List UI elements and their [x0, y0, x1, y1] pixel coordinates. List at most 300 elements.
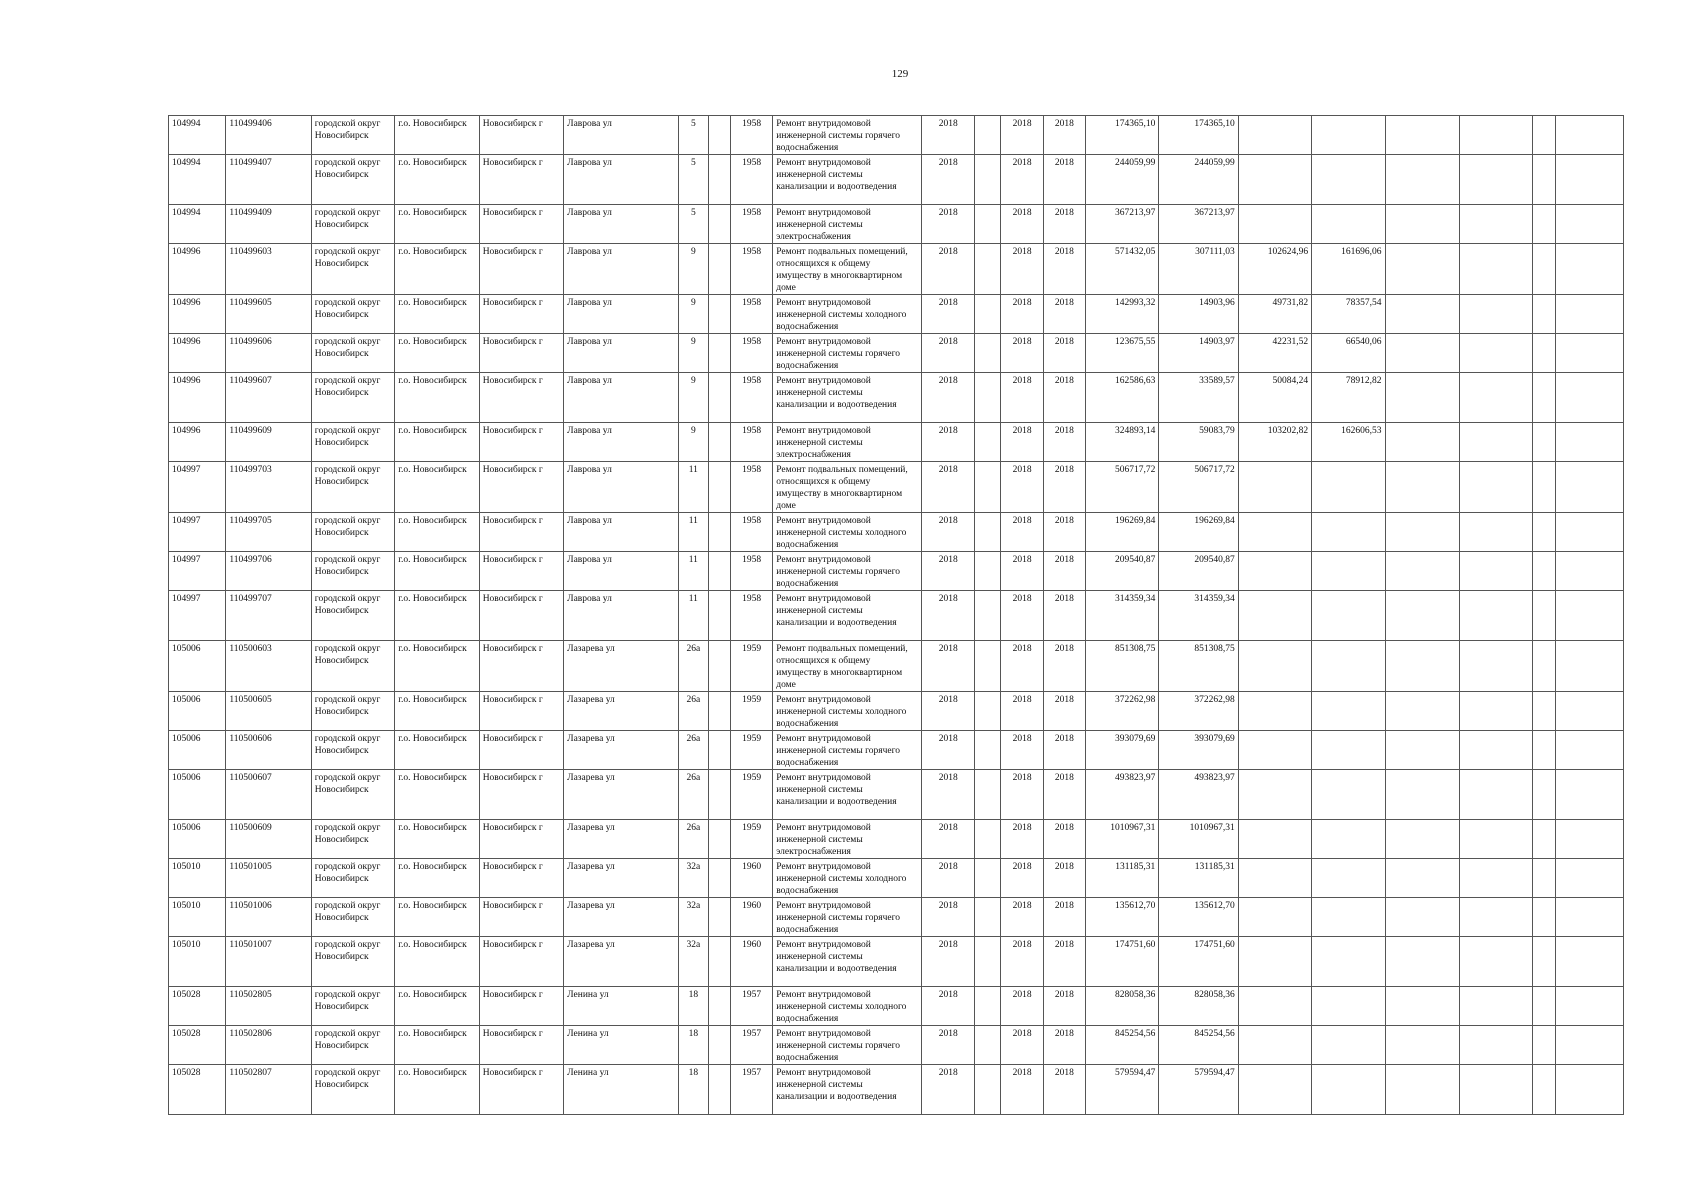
cell-work-code: 110500605 [226, 692, 311, 731]
cell-total-cost: 571432,05 [1085, 244, 1158, 295]
cell-empty [1556, 513, 1624, 552]
cell-start-year: 2018 [1001, 859, 1043, 898]
cell-city: Новосибирск г [479, 692, 563, 731]
cell-municipality: городской округ Новосибирск [311, 1026, 394, 1065]
cell-street: Лаврова ул [564, 373, 679, 423]
cell-empty [1556, 1026, 1624, 1065]
cell-work-code: 110499409 [226, 205, 311, 244]
table-row [169, 898, 1624, 937]
cell-total-cost: 828058,36 [1085, 987, 1158, 1026]
cell-house-number: 9 [678, 295, 708, 334]
cell-empty [1533, 820, 1556, 859]
cell-start-year: 2018 [1001, 244, 1043, 295]
cell-start-year: 2018 [1001, 552, 1043, 591]
cell-start-year: 2018 [1001, 692, 1043, 731]
cell-work-type: Ремонт подвальных помещений, относящихся к общему имуществу в многоквартирном доме [773, 641, 922, 692]
cell-local-budget [1312, 859, 1385, 898]
cell-empty [1556, 244, 1624, 295]
cell-city: Новосибирск г [479, 591, 563, 641]
cell-municipality: городской округ Новосибирск [311, 295, 394, 334]
cell-building-id: 105006 [169, 641, 226, 692]
cell-plan-year: 2018 [922, 373, 975, 423]
cell-work-type: Ремонт внутридомовой инженерной системы канализации и водоотведения [773, 1065, 922, 1115]
cell-plan-year: 2018 [922, 770, 975, 820]
cell-fund-cost: 244059,99 [1159, 155, 1238, 205]
cell-empty [975, 937, 1001, 987]
cell-house-number: 32а [678, 859, 708, 898]
cell-district: г.о. Новосибирск [395, 1026, 479, 1065]
cell-local-budget [1312, 1026, 1385, 1065]
table-row [169, 205, 1624, 244]
cell-empty [1556, 116, 1624, 155]
cell-building-id: 104997 [169, 513, 226, 552]
cell-empty [1533, 462, 1556, 513]
cell-work-code: 110499607 [226, 373, 311, 423]
cell-empty [1533, 1026, 1556, 1065]
cell-empty [1385, 820, 1459, 859]
cell-fund-cost: 307111,03 [1159, 244, 1238, 295]
cell-total-cost: 851308,75 [1085, 641, 1158, 692]
cell-empty [708, 334, 730, 373]
cell-house-number: 26а [678, 692, 708, 731]
cell-start-year: 2018 [1001, 987, 1043, 1026]
cell-street: Лаврова ул [564, 552, 679, 591]
cell-end-year: 2018 [1043, 898, 1085, 937]
cell-fund-cost: 14903,97 [1159, 334, 1238, 373]
cell-building-id: 104994 [169, 155, 226, 205]
cell-total-cost: 579594,47 [1085, 1065, 1158, 1115]
cell-empty [1556, 334, 1624, 373]
cell-start-year: 2018 [1001, 373, 1043, 423]
cell-fund-cost: 579594,47 [1159, 1065, 1238, 1115]
cell-house-number: 9 [678, 334, 708, 373]
cell-house-number: 11 [678, 591, 708, 641]
cell-empty [708, 859, 730, 898]
cell-end-year: 2018 [1043, 937, 1085, 987]
cell-regional-budget [1238, 770, 1311, 820]
cell-build-year: 1959 [731, 731, 773, 770]
cell-municipality: городской округ Новосибирск [311, 937, 394, 987]
cell-house-number: 26а [678, 820, 708, 859]
cell-empty [975, 205, 1001, 244]
cell-fund-cost: 506717,72 [1159, 462, 1238, 513]
cell-empty [1556, 859, 1624, 898]
cell-empty [1385, 462, 1459, 513]
table-row [169, 373, 1624, 423]
cell-empty [1385, 1065, 1459, 1115]
cell-empty [708, 770, 730, 820]
cell-district: г.о. Новосибирск [395, 513, 479, 552]
cell-building-id: 104996 [169, 244, 226, 295]
cell-empty [1533, 155, 1556, 205]
table-row [169, 937, 1624, 987]
cell-start-year: 2018 [1001, 731, 1043, 770]
cell-empty [1385, 423, 1459, 462]
cell-empty [1459, 937, 1532, 987]
cell-regional-budget [1238, 898, 1311, 937]
cell-street: Лазарева ул [564, 692, 679, 731]
cell-empty [1556, 820, 1624, 859]
cell-city: Новосибирск г [479, 770, 563, 820]
cell-regional-budget [1238, 820, 1311, 859]
cell-empty [1459, 591, 1532, 641]
cell-empty [1385, 692, 1459, 731]
cell-build-year: 1957 [731, 1065, 773, 1115]
cell-district: г.о. Новосибирск [395, 116, 479, 155]
cell-regional-budget [1238, 641, 1311, 692]
cell-plan-year: 2018 [922, 898, 975, 937]
cell-empty [708, 987, 730, 1026]
cell-end-year: 2018 [1043, 987, 1085, 1026]
cell-build-year: 1958 [731, 334, 773, 373]
cell-street: Ленина ул [564, 1026, 679, 1065]
cell-fund-cost: 367213,97 [1159, 205, 1238, 244]
cell-empty [708, 205, 730, 244]
cell-city: Новосибирск г [479, 937, 563, 987]
cell-work-code: 110499603 [226, 244, 311, 295]
cell-work-type: Ремонт внутридомовой инженерной системы горячего водоснабжения [773, 731, 922, 770]
cell-empty [1459, 373, 1532, 423]
cell-work-code: 110502807 [226, 1065, 311, 1115]
cell-total-cost: 135612,70 [1085, 898, 1158, 937]
cell-empty [1459, 1026, 1532, 1065]
cell-municipality: городской округ Новосибирск [311, 423, 394, 462]
cell-empty [1533, 373, 1556, 423]
cell-city: Новосибирск г [479, 731, 563, 770]
cell-local-budget [1312, 205, 1385, 244]
cell-empty [1385, 731, 1459, 770]
cell-building-id: 104997 [169, 462, 226, 513]
cell-empty [1533, 295, 1556, 334]
cell-empty [975, 155, 1001, 205]
cell-empty [708, 462, 730, 513]
cell-district: г.о. Новосибирск [395, 373, 479, 423]
cell-total-cost: 324893,14 [1085, 423, 1158, 462]
cell-building-id: 104997 [169, 552, 226, 591]
cell-start-year: 2018 [1001, 295, 1043, 334]
cell-empty [975, 987, 1001, 1026]
cell-district: г.о. Новосибирск [395, 1065, 479, 1115]
cell-build-year: 1958 [731, 373, 773, 423]
cell-work-type: Ремонт подвальных помещений, относящихся к общему имуществу в многоквартирном доме [773, 462, 922, 513]
cell-street: Лазарева ул [564, 820, 679, 859]
cell-city: Новосибирск г [479, 334, 563, 373]
cell-end-year: 2018 [1043, 462, 1085, 513]
cell-work-type: Ремонт внутридомовой инженерной системы горячего водоснабжения [773, 552, 922, 591]
cell-work-type: Ремонт внутридомовой инженерной системы электроснабжения [773, 423, 922, 462]
cell-start-year: 2018 [1001, 770, 1043, 820]
cell-empty [1556, 591, 1624, 641]
cell-district: г.о. Новосибирск [395, 155, 479, 205]
cell-district: г.о. Новосибирск [395, 423, 479, 462]
cell-street: Лаврова ул [564, 155, 679, 205]
cell-plan-year: 2018 [922, 1026, 975, 1065]
cell-house-number: 18 [678, 1026, 708, 1065]
cell-local-budget: 78912,82 [1312, 373, 1385, 423]
cell-regional-budget: 102624,96 [1238, 244, 1311, 295]
cell-house-number: 11 [678, 462, 708, 513]
cell-work-type: Ремонт внутридомовой инженерной системы горячего водоснабжения [773, 116, 922, 155]
cell-work-type: Ремонт внутридомовой инженерной системы электроснабжения [773, 820, 922, 859]
cell-building-id: 105010 [169, 937, 226, 987]
cell-empty [975, 692, 1001, 731]
table-row [169, 295, 1624, 334]
cell-local-budget [1312, 731, 1385, 770]
cell-district: г.о. Новосибирск [395, 820, 479, 859]
cell-empty [1556, 462, 1624, 513]
cell-empty [1556, 731, 1624, 770]
cell-total-cost: 142993,32 [1085, 295, 1158, 334]
cell-work-type: Ремонт внутридомовой инженерной системы канализации и водоотведения [773, 770, 922, 820]
cell-municipality: городской округ Новосибирск [311, 552, 394, 591]
cell-local-budget [1312, 692, 1385, 731]
cell-fund-cost: 209540,87 [1159, 552, 1238, 591]
cell-build-year: 1960 [731, 937, 773, 987]
cell-total-cost: 209540,87 [1085, 552, 1158, 591]
cell-house-number: 11 [678, 513, 708, 552]
cell-local-budget [1312, 1065, 1385, 1115]
cell-work-code: 110502805 [226, 987, 311, 1026]
table-row [169, 462, 1624, 513]
cell-empty [1385, 373, 1459, 423]
cell-building-id: 105028 [169, 1065, 226, 1115]
cell-empty [975, 423, 1001, 462]
cell-work-code: 110499706 [226, 552, 311, 591]
cell-empty [975, 1026, 1001, 1065]
cell-municipality: городской округ Новосибирск [311, 244, 394, 295]
cell-regional-budget [1238, 462, 1311, 513]
cell-street: Лазарева ул [564, 731, 679, 770]
cell-district: г.о. Новосибирск [395, 462, 479, 513]
cell-house-number: 5 [678, 116, 708, 155]
cell-regional-budget [1238, 1026, 1311, 1065]
cell-regional-budget [1238, 937, 1311, 987]
cell-work-code: 110499609 [226, 423, 311, 462]
cell-plan-year: 2018 [922, 731, 975, 770]
cell-empty [1556, 155, 1624, 205]
cell-empty [1385, 552, 1459, 591]
cell-end-year: 2018 [1043, 731, 1085, 770]
cell-total-cost: 506717,72 [1085, 462, 1158, 513]
cell-city: Новосибирск г [479, 205, 563, 244]
cell-empty [1459, 155, 1532, 205]
cell-building-id: 105028 [169, 987, 226, 1026]
cell-street: Лаврова ул [564, 244, 679, 295]
cell-empty [975, 373, 1001, 423]
cell-empty [1385, 937, 1459, 987]
cell-work-type: Ремонт внутридомовой инженерной системы холодного водоснабжения [773, 987, 922, 1026]
cell-district: г.о. Новосибирск [395, 295, 479, 334]
table-row [169, 692, 1624, 731]
cell-start-year: 2018 [1001, 820, 1043, 859]
cell-municipality: городской округ Новосибирск [311, 591, 394, 641]
cell-build-year: 1959 [731, 770, 773, 820]
cell-work-code: 110500609 [226, 820, 311, 859]
cell-empty [1533, 937, 1556, 987]
cell-fund-cost: 33589,57 [1159, 373, 1238, 423]
cell-start-year: 2018 [1001, 641, 1043, 692]
cell-build-year: 1958 [731, 552, 773, 591]
cell-municipality: городской округ Новосибирск [311, 692, 394, 731]
cell-district: г.о. Новосибирск [395, 692, 479, 731]
cell-local-budget [1312, 155, 1385, 205]
cell-end-year: 2018 [1043, 205, 1085, 244]
cell-local-budget [1312, 820, 1385, 859]
cell-empty [975, 731, 1001, 770]
cell-end-year: 2018 [1043, 373, 1085, 423]
cell-plan-year: 2018 [922, 820, 975, 859]
cell-empty [1556, 423, 1624, 462]
cell-total-cost: 174751,60 [1085, 937, 1158, 987]
table-row [169, 334, 1624, 373]
cell-empty [708, 244, 730, 295]
cell-empty [1385, 641, 1459, 692]
cell-empty [1533, 987, 1556, 1026]
cell-regional-budget [1238, 591, 1311, 641]
cell-empty [1385, 1026, 1459, 1065]
cell-total-cost: 314359,34 [1085, 591, 1158, 641]
cell-plan-year: 2018 [922, 987, 975, 1026]
table-row [169, 770, 1624, 820]
cell-end-year: 2018 [1043, 859, 1085, 898]
cell-empty [975, 244, 1001, 295]
cell-municipality: городской округ Новосибирск [311, 641, 394, 692]
cell-city: Новосибирск г [479, 244, 563, 295]
cell-municipality: городской округ Новосибирск [311, 820, 394, 859]
cell-empty [1533, 116, 1556, 155]
cell-start-year: 2018 [1001, 937, 1043, 987]
cell-empty [1556, 552, 1624, 591]
cell-end-year: 2018 [1043, 334, 1085, 373]
cell-city: Новосибирск г [479, 513, 563, 552]
cell-empty [975, 462, 1001, 513]
cell-building-id: 104996 [169, 295, 226, 334]
cell-empty [708, 295, 730, 334]
cell-street: Лаврова ул [564, 205, 679, 244]
cell-fund-cost: 14903,96 [1159, 295, 1238, 334]
table-row [169, 859, 1624, 898]
cell-start-year: 2018 [1001, 334, 1043, 373]
cell-plan-year: 2018 [922, 205, 975, 244]
cell-street: Лазарева ул [564, 898, 679, 937]
cell-start-year: 2018 [1001, 1026, 1043, 1065]
cell-municipality: городской округ Новосибирск [311, 116, 394, 155]
cell-district: г.о. Новосибирск [395, 641, 479, 692]
cell-building-id: 105010 [169, 898, 226, 937]
cell-district: г.о. Новосибирск [395, 859, 479, 898]
cell-empty [1385, 334, 1459, 373]
cell-regional-budget [1238, 692, 1311, 731]
cell-empty [1556, 1065, 1624, 1115]
cell-empty [975, 1065, 1001, 1115]
cell-empty [1533, 898, 1556, 937]
cell-plan-year: 2018 [922, 1065, 975, 1115]
cell-municipality: городской округ Новосибирск [311, 373, 394, 423]
cell-empty [1533, 205, 1556, 244]
cell-building-id: 105028 [169, 1026, 226, 1065]
cell-empty [708, 373, 730, 423]
cell-work-type: Ремонт внутридомовой инженерной системы электроснабжения [773, 205, 922, 244]
cell-house-number: 32а [678, 898, 708, 937]
cell-empty [1385, 155, 1459, 205]
cell-end-year: 2018 [1043, 244, 1085, 295]
cell-house-number: 9 [678, 244, 708, 295]
cell-work-code: 110500606 [226, 731, 311, 770]
cell-work-type: Ремонт внутридомовой инженерной системы горячего водоснабжения [773, 334, 922, 373]
cell-plan-year: 2018 [922, 641, 975, 692]
cell-start-year: 2018 [1001, 591, 1043, 641]
cell-empty [1459, 244, 1532, 295]
cell-build-year: 1959 [731, 692, 773, 731]
cell-regional-budget: 42231,52 [1238, 334, 1311, 373]
table-row [169, 552, 1624, 591]
table-row [169, 731, 1624, 770]
cell-district: г.о. Новосибирск [395, 244, 479, 295]
cell-street: Лазарева ул [564, 641, 679, 692]
cell-work-type: Ремонт внутридомовой инженерной системы горячего водоснабжения [773, 898, 922, 937]
cell-street: Лаврова ул [564, 591, 679, 641]
cell-plan-year: 2018 [922, 591, 975, 641]
cell-empty [1533, 692, 1556, 731]
cell-work-code: 110499707 [226, 591, 311, 641]
cell-empty [1459, 552, 1532, 591]
cell-work-type: Ремонт внутридомовой инженерной системы канализации и водоотведения [773, 373, 922, 423]
cell-building-id: 105006 [169, 731, 226, 770]
cell-empty [1533, 552, 1556, 591]
cell-city: Новосибирск г [479, 155, 563, 205]
cell-house-number: 26а [678, 731, 708, 770]
cell-fund-cost: 845254,56 [1159, 1026, 1238, 1065]
cell-empty [975, 334, 1001, 373]
cell-empty [1556, 295, 1624, 334]
cell-house-number: 18 [678, 1065, 708, 1115]
page-number: 129 [891, 68, 909, 80]
cell-empty [975, 820, 1001, 859]
cell-building-id: 104994 [169, 116, 226, 155]
cell-building-id: 104997 [169, 591, 226, 641]
cell-empty [1385, 591, 1459, 641]
table-row [169, 1026, 1624, 1065]
cell-city: Новосибирск г [479, 295, 563, 334]
table-row [169, 1065, 1624, 1115]
cell-end-year: 2018 [1043, 1026, 1085, 1065]
cell-empty [708, 513, 730, 552]
cell-regional-budget [1238, 987, 1311, 1026]
cell-work-type: Ремонт внутридомовой инженерной системы холодного водоснабжения [773, 692, 922, 731]
cell-empty [1533, 859, 1556, 898]
cell-work-code: 110499605 [226, 295, 311, 334]
cell-start-year: 2018 [1001, 155, 1043, 205]
cell-start-year: 2018 [1001, 116, 1043, 155]
cell-street: Лаврова ул [564, 295, 679, 334]
table-row [169, 591, 1624, 641]
cell-city: Новосибирск г [479, 641, 563, 692]
cell-work-type: Ремонт внутридомовой инженерной системы канализации и водоотведения [773, 591, 922, 641]
cell-local-budget: 78357,54 [1312, 295, 1385, 334]
cell-start-year: 2018 [1001, 423, 1043, 462]
cell-end-year: 2018 [1043, 423, 1085, 462]
cell-fund-cost: 828058,36 [1159, 987, 1238, 1026]
cell-municipality: городской округ Новосибирск [311, 859, 394, 898]
cell-empty [1533, 731, 1556, 770]
cell-empty [1385, 513, 1459, 552]
cell-regional-budget [1238, 1065, 1311, 1115]
cell-fund-cost: 851308,75 [1159, 641, 1238, 692]
cell-district: г.о. Новосибирск [395, 987, 479, 1026]
cell-empty [1459, 641, 1532, 692]
cell-fund-cost: 174365,10 [1159, 116, 1238, 155]
cell-empty [975, 898, 1001, 937]
